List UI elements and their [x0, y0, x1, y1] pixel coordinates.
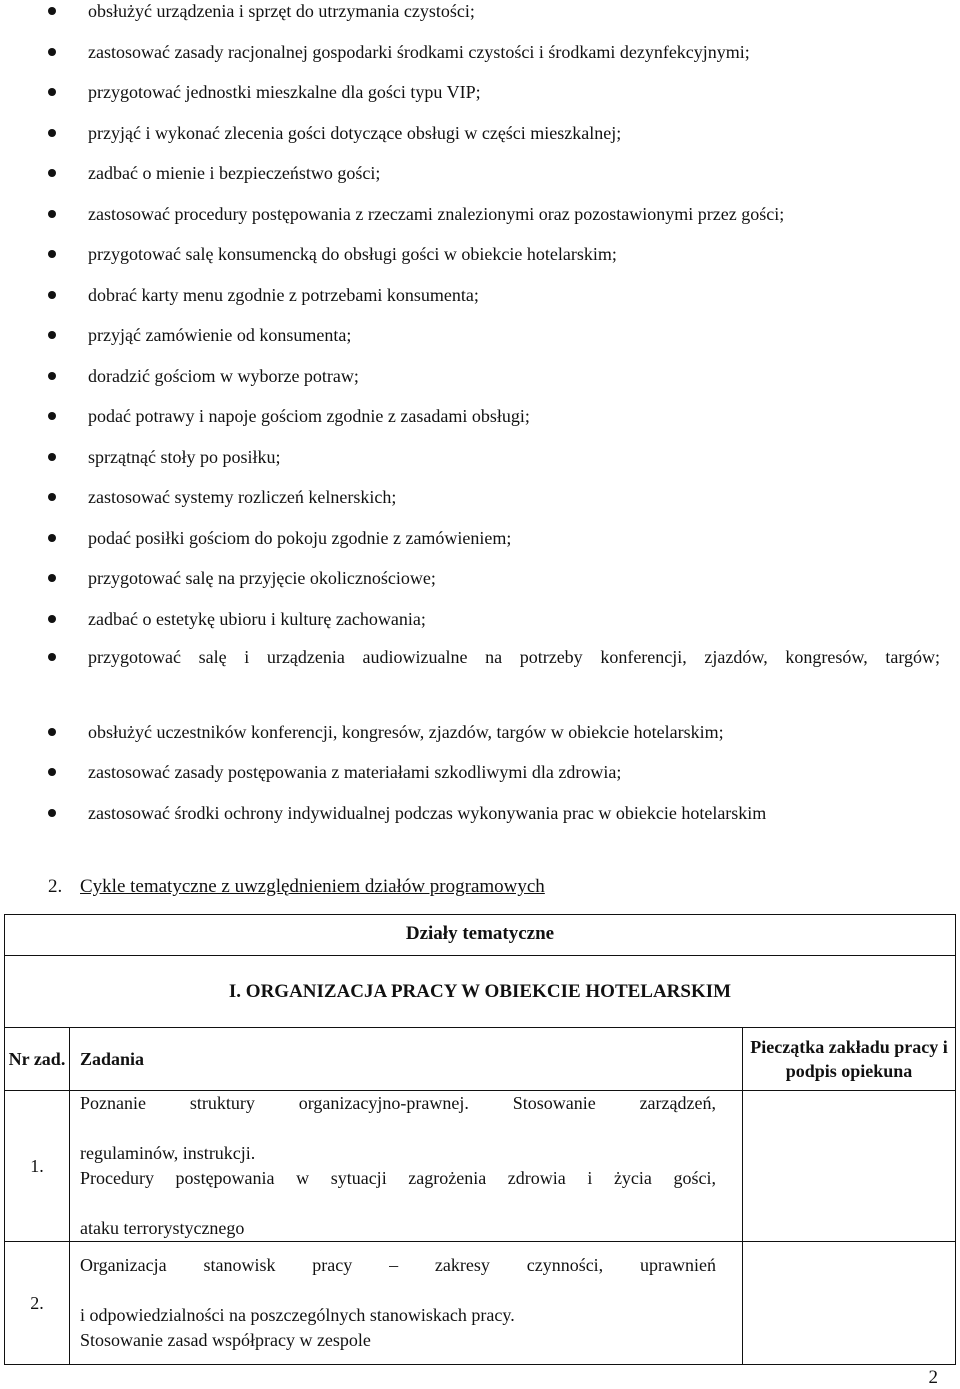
row-stamp: [743, 1242, 956, 1365]
row-tasks: [70, 1091, 743, 1242]
list-item: [88, 117, 940, 150]
list-item: [88, 36, 940, 69]
list-item-text: przygotować salę konsumencką do obsługi gości w obiekcie hotelarskim;: [88, 244, 617, 264]
task-line: ataku terrorystycznego: [80, 1218, 245, 1238]
bullet-icon: [48, 7, 56, 15]
list-item-text: obsłużyć urządzenia i sprzęt do utrzymania czystości;: [88, 1, 475, 21]
task-line: Stosowanie zasad współpracy w zespole: [80, 1330, 371, 1350]
section-heading: [48, 876, 545, 898]
list-item: [88, 238, 940, 271]
section-number: 2.: [48, 876, 63, 897]
bullet-icon: [48, 768, 56, 776]
list-item: [88, 157, 940, 190]
list-item-text: zastosować procedury postępowania z rzeczami znalezionymi oraz pozostawionymi przez gości;: [88, 204, 785, 224]
list-item: [88, 562, 940, 595]
header-zadania: Zadania: [70, 1028, 743, 1091]
bullet-icon: [48, 728, 56, 736]
list-item: [88, 441, 940, 474]
list-item-text: przyjąć i wykonać zlecenia gości dotyczące obsługi w części mieszkalnej;: [88, 123, 622, 143]
bullet-icon: [48, 574, 56, 582]
list-item: [88, 319, 940, 352]
list-item-text: obsłużyć uczestników konferencji, kongresów, zjazdów, targów w obiekcie hotelarskim;: [88, 722, 724, 742]
list-item: [88, 400, 940, 433]
bullet-icon: [48, 653, 56, 661]
bullet-icon: [48, 453, 56, 461]
list-item: [88, 198, 940, 231]
table-row: [5, 1091, 956, 1242]
list-item: [88, 481, 940, 514]
table-header-row: [5, 1028, 956, 1091]
header-nr: Nr zad.: [5, 1028, 70, 1091]
page-number: 2: [928, 1367, 938, 1388]
list-item: [88, 716, 940, 749]
list-item: [88, 0, 940, 28]
list-item-text: przygotować jednostki mieszkalne dla gości typu VIP;: [88, 82, 481, 102]
list-item: [88, 797, 940, 830]
row-tasks: [70, 1242, 743, 1365]
bullet-icon: [48, 48, 56, 56]
list-item-text: podać potrawy i napoje gościom zgodnie z zasadami obsługi;: [88, 406, 530, 426]
list-item-text: przygotować salę i urządzenia audiowizualne na potrzeby konferencji, zjazdów, kongresów, targów;: [88, 647, 940, 667]
bullet-icon: [48, 412, 56, 420]
list-item-text: zadbać o mienie i bezpieczeństwo gości;: [88, 163, 381, 183]
bullet-icon: [48, 169, 56, 177]
bullet-icon: [48, 88, 56, 96]
list-item-text: podać posiłki gościom do pokoju zgodnie z zamówieniem;: [88, 528, 512, 548]
bullet-icon: [48, 372, 56, 380]
list-item-text: zastosować środki ochrony indywidualnej podczas wykonywania prac w obiekcie hotelarskim: [88, 803, 767, 823]
topics-box: [4, 914, 956, 1028]
list-item: [88, 639, 940, 711]
list-item-text: dobrać karty menu zgodnie z potrzebami konsumenta;: [88, 285, 479, 305]
row-nr: 2.: [5, 1242, 70, 1365]
task-line: Procedury postępowania w sytuacji zagrożenia zdrowia i życia gości,: [80, 1168, 716, 1188]
table-row: [5, 1242, 956, 1365]
list-item-text: przygotować salę na przyjęcie okolicznościowe;: [88, 568, 436, 588]
list-item-text: zastosować zasady postępowania z materiałami szkodliwymi dla zdrowia;: [88, 762, 622, 782]
task-line: Organizacja stanowisk pracy – zakresy czynności, uprawnień: [80, 1255, 716, 1275]
bullet-icon: [48, 250, 56, 258]
bullet-icon: [48, 129, 56, 137]
bullet-icon: [48, 331, 56, 339]
list-item: [88, 522, 940, 555]
list-item-text: przyjąć zamówienie od konsumenta;: [88, 325, 352, 345]
list-item-text: doradzić gościom w wyborze potraw;: [88, 366, 359, 386]
list-item: [88, 756, 940, 789]
tasks-table: [4, 1027, 956, 1365]
list-item-text: zastosować systemy rozliczeń kelnerskich;: [88, 487, 397, 507]
bullet-icon: [48, 210, 56, 218]
bullet-icon: [48, 291, 56, 299]
bullet-icon: [48, 809, 56, 817]
list-item: [88, 279, 940, 312]
bullet-icon: [48, 493, 56, 501]
topics-section-title: I. ORGANIZACJA PRACY W OBIEKCIE HOTELARSKIM: [228, 981, 732, 1002]
list-item-text: zadbać o estetykę ubioru i kulturę zachowania;: [88, 609, 426, 629]
list-item: [88, 360, 940, 393]
task-line: Poznanie struktury organizacyjno-prawnej. Stosowanie zarządzeń,: [80, 1093, 716, 1113]
list-item: [88, 603, 940, 636]
row-stamp: [743, 1091, 956, 1242]
header-stamp: Pieczątka zakładu pracy i podpis opiekuna: [743, 1028, 956, 1091]
task-line: regulaminów, instrukcji.: [80, 1143, 256, 1163]
list-item-text: zastosować zasady racjonalnej gospodarki środkami czystości i środkami dezynfekcyjnymi;: [88, 42, 750, 62]
bullet-icon: [48, 534, 56, 542]
list-item: [88, 76, 940, 109]
task-line: i odpowiedzialności na poszczególnych stanowiskach pracy.: [80, 1305, 515, 1325]
section-title: Cykle tematyczne z uwzględnieniem działów programowych: [80, 876, 545, 897]
row-nr: 1.: [5, 1091, 70, 1242]
list-item-text: sprzątnąć stoły po posiłku;: [88, 447, 281, 467]
bullet-icon: [48, 615, 56, 623]
topics-title: Działy tematyczne: [405, 923, 555, 944]
topics-divider: [5, 955, 955, 956]
